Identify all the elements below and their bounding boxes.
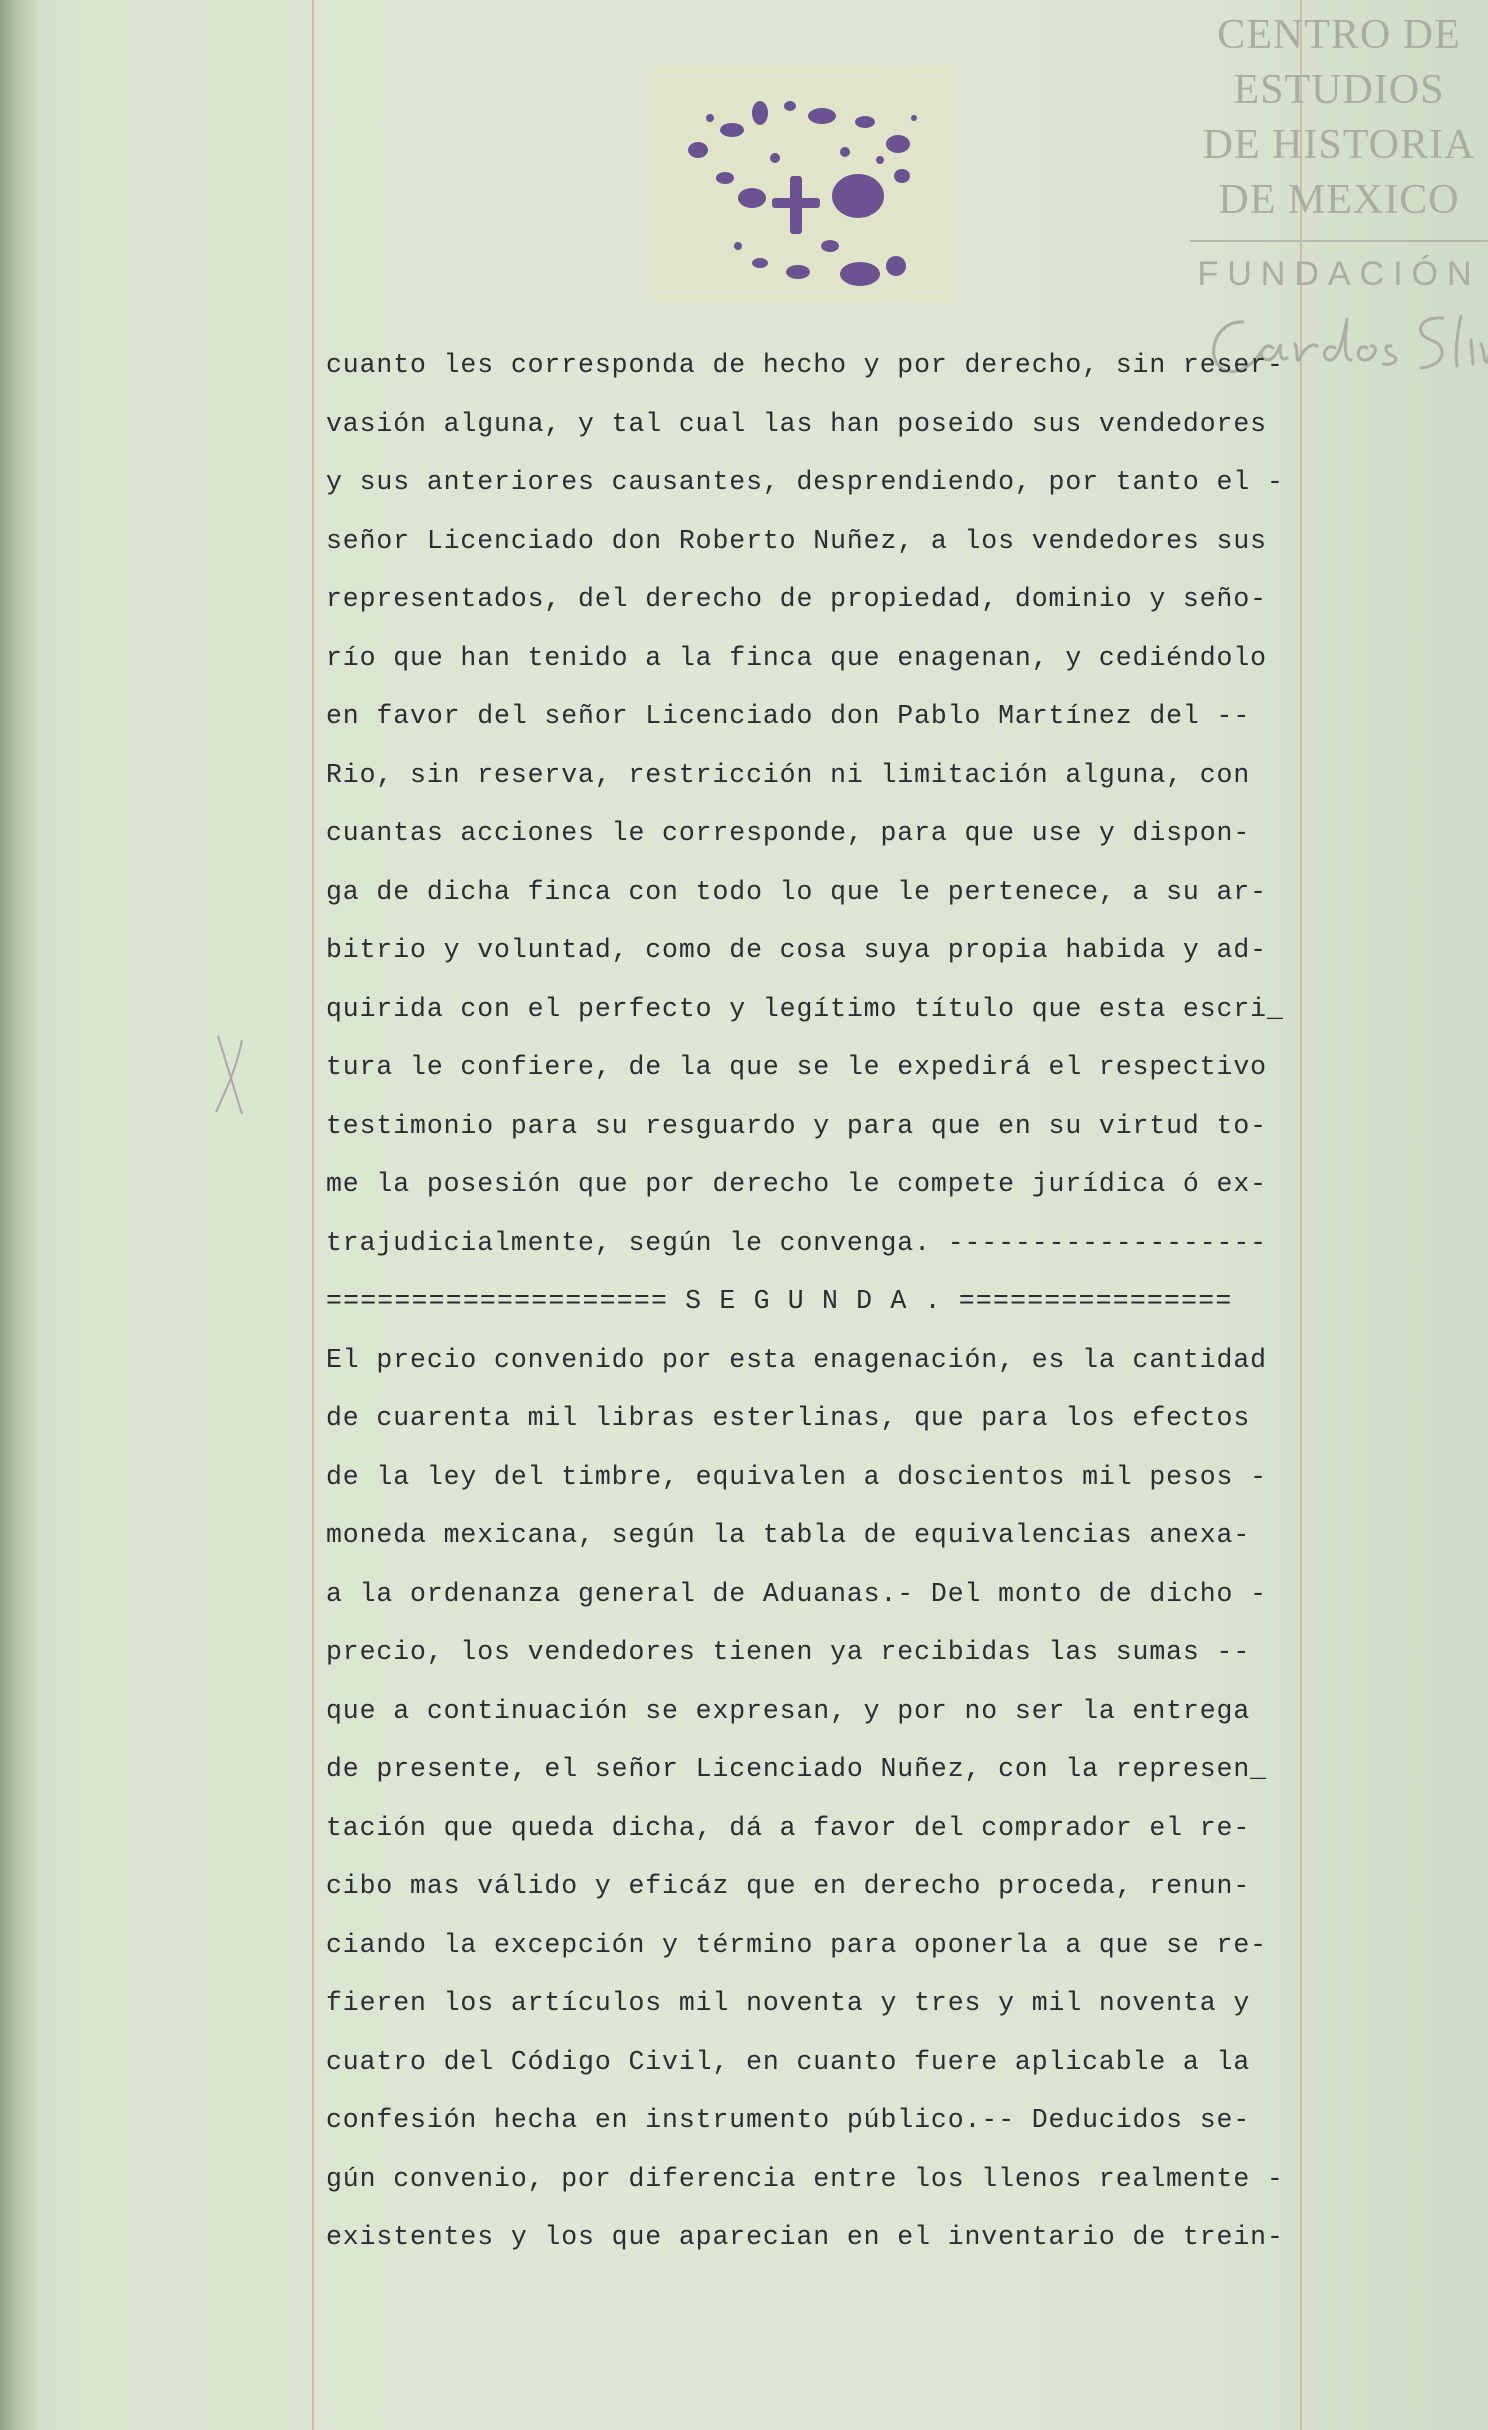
text-line: existentes y los que aparecian en el inventario de trein- xyxy=(326,2222,1284,2252)
text-line: en favor del señor Licenciado don Pablo Martínez del -- xyxy=(326,701,1251,731)
text-line: río que han tenido a la finca que enagenan, y cediéndolo xyxy=(326,642,1267,673)
stamp-divider xyxy=(1190,240,1488,242)
text-line: tación que queda dicha, dá a favor del comprador el re- xyxy=(326,1812,1251,1843)
text-line: Rio, sin reserva, restricción ni limitación alguna, con xyxy=(326,759,1251,790)
text-line: cuanto les corresponda de hecho y por derecho, sin reser- xyxy=(326,350,1284,380)
text-line: y sus anteriores causantes, desprendiendo, por tanto el - xyxy=(326,467,1284,497)
text-line: a la ordenanza general de Aduanas.- Del monto de dicho - xyxy=(326,1578,1267,1609)
text-line: tura le confiere, de la que se le expedirá el respectivo xyxy=(326,1052,1267,1082)
text-line: moneda mexicana, según la tabla de equivalencias anexa- xyxy=(326,1520,1251,1550)
stamp-line-2: ESTUDIOS xyxy=(1233,67,1445,113)
text-line: de la ley del timbre, equivalen a doscientos mil pesos - xyxy=(326,1461,1267,1492)
text-line: cibo mas válido y eficáz que en derecho proceda, renun- xyxy=(326,1871,1251,1901)
section-heading-segunda: ==================== S E G U N D A . ================ xyxy=(326,1286,1233,1316)
stamp-line-3: DE HISTORIA xyxy=(1202,122,1476,168)
text-line: cuantas acciones le corresponde, para que use y dispon- xyxy=(326,818,1251,848)
archive-watermark-stamp xyxy=(1190,8,1488,296)
text-line: representados, del derecho de propiedad, dominio y seño- xyxy=(326,584,1267,614)
text-line: me la posesión que por derecho le compete jurídica ó ex- xyxy=(326,1169,1267,1199)
margin-cross-mark-icon xyxy=(212,1030,248,1120)
text-line: vasión alguna, y tal cual las han poseido sus vendedores xyxy=(326,408,1267,439)
stamp-fundacion: FUNDACIÓN xyxy=(1197,255,1481,293)
text-line: gún convenio, por diferencia entre los llenos realmente - xyxy=(326,2163,1284,2194)
text-line: precio, los vendedores tienen ya recibidas las sumas -- xyxy=(326,1637,1251,1667)
text-line: de presente, el señor Licenciado Nuñez, con la represen_ xyxy=(326,1754,1267,1784)
text-line: que a continuación se expresan, y por no ser la entrega xyxy=(326,1695,1251,1726)
text-line: bitrio y voluntad, como de cosa suya propia habida y ad- xyxy=(326,935,1267,965)
text-line: confesión hecha en instrumento público.-- Deducidos se- xyxy=(326,2105,1251,2135)
text-line: ciando la excepción y término para oponerla a que se re- xyxy=(326,1929,1267,1960)
document-body xyxy=(326,336,1326,2267)
ink-seal-icon xyxy=(640,58,965,308)
text-line: señor Licenciado don Roberto Nuñez, a los vendedores sus xyxy=(326,525,1267,556)
text-line: El precio convenido por esta enagenación, es la cantidad xyxy=(326,1344,1267,1375)
text-line: quirida con el perfecto y legítimo título que esta escri_ xyxy=(326,993,1284,1024)
stamp-line-1: CENTRO DE xyxy=(1217,12,1461,58)
text-line: trajudicialmente, según le convenga. ------------------- xyxy=(326,1227,1267,1258)
text-line: ga de dicha finca con todo lo que le pertenece, a su ar- xyxy=(326,876,1267,907)
binding-shadow xyxy=(0,0,42,2430)
text-line: cuatro del Código Civil, en cuanto fuere aplicable a la xyxy=(326,2046,1251,2077)
text-line: de cuarenta mil libras esterlinas, que para los efectos xyxy=(326,1403,1251,1433)
text-line: fieren los artículos mil noventa y tres y mil noventa y xyxy=(326,1988,1251,2018)
text-line: testimonio para su resguardo y para que en su virtud to- xyxy=(326,1110,1267,1141)
stamp-line-4: DE MEXICO xyxy=(1218,177,1460,223)
left-margin-rule xyxy=(312,0,314,2430)
